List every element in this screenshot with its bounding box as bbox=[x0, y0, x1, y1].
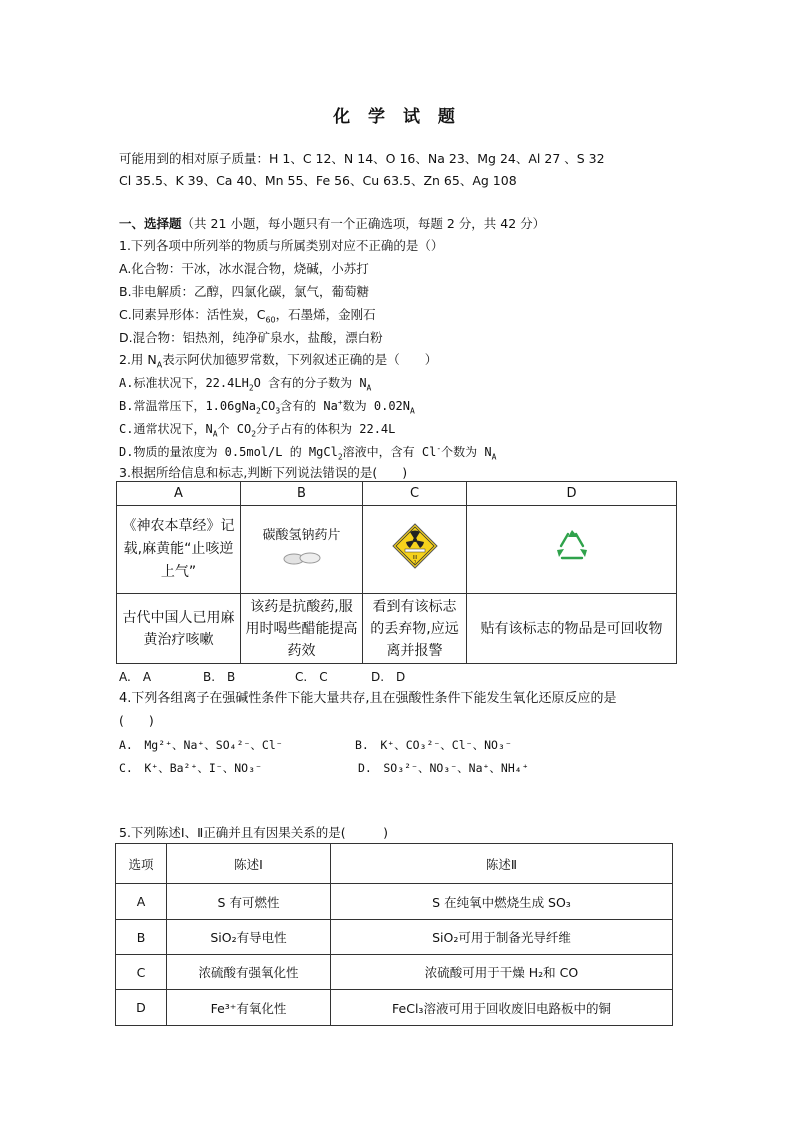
pills-icon bbox=[241, 550, 362, 573]
q1-option-a: A.化合物：干冰，冰水混合物，烧碱，小苏打 bbox=[119, 261, 369, 276]
q3-statement-d: 贴有该标志的物品是可回收物 bbox=[467, 594, 677, 664]
q2-c-post: 分子占有的体积为 22.4L bbox=[256, 422, 396, 436]
q1-option-d: D.混合物：铝热剂，纯净矿泉水，盐酸，漂白粉 bbox=[119, 330, 383, 345]
q3-statement-b: 该药是抗酸药,服用时喝些醋能提高药效 bbox=[241, 594, 363, 664]
q3-cell-a-text: 《神农本草经》记载,麻黄能“止咳逆上气” bbox=[117, 506, 241, 594]
q3-header-c: C bbox=[363, 482, 467, 506]
q5-row-a bbox=[116, 884, 673, 920]
q2-option-b bbox=[119, 398, 415, 414]
q3-cell-b-label: 碳酸氢钠药片 bbox=[262, 528, 341, 543]
q5-row-b-statement-1: SiO₂有导电性 bbox=[167, 920, 331, 955]
q3-header-d: D bbox=[467, 482, 677, 506]
q2-d-sub2: A bbox=[491, 452, 497, 462]
q2-stem-sub: A bbox=[156, 360, 163, 370]
q2-b-mid1: CO bbox=[260, 399, 276, 413]
q2-c-sub2: 2 bbox=[251, 429, 257, 439]
q3-option-a: A. A bbox=[119, 670, 152, 684]
q2-option-d bbox=[119, 444, 496, 460]
q2-c-pre: C.通常状况下，N bbox=[119, 422, 213, 436]
q3-option-c: C. C bbox=[295, 670, 328, 684]
q5-row-c-statement-2: 浓硫酸可用于干燥 H₂和 CO bbox=[331, 955, 673, 990]
q3-option-d: D. D bbox=[371, 670, 406, 684]
q2-a-sub1: 2 bbox=[248, 383, 254, 393]
q4-stem: 4.下列各组离子在强碱性条件下能大量共存,且在强酸性条件下能发生氧化还原反应的是 bbox=[119, 691, 617, 706]
q5-row-d-option: D bbox=[116, 990, 167, 1026]
q5-stem: 5.下列陈述Ⅰ、Ⅱ正确并且有因果关系的是( ) bbox=[119, 825, 389, 840]
page-title: 化 学 试 题 bbox=[333, 107, 461, 127]
svg-text:III: III bbox=[412, 555, 417, 561]
q5-header-option: 选项 bbox=[116, 844, 167, 884]
q5-row-c-statement-1: 浓硫酸有强氧化性 bbox=[167, 955, 331, 990]
q1-c-post: ，石墨烯，金刚石 bbox=[275, 307, 376, 322]
q2-a-mid: O 含有的分子数为 N bbox=[253, 376, 367, 390]
q3-statement-a: 古代中国人已用麻黄治疗咳嗽 bbox=[117, 594, 241, 664]
q3-option-b: B. B bbox=[203, 670, 236, 684]
q2-a-pre: A.标准状况下，22.4LH bbox=[119, 376, 249, 390]
q3-statement-row bbox=[117, 594, 677, 664]
section-title: 一、选择题 bbox=[119, 216, 182, 231]
q2-c-mid: 个 CO bbox=[217, 422, 252, 436]
q2-stem-pre: 2.用 N bbox=[119, 352, 157, 367]
q2-d-mid: 溶液中，含有 Cl bbox=[342, 445, 437, 459]
q3-header-a: A bbox=[117, 482, 241, 506]
q5-row-d bbox=[116, 990, 673, 1026]
q2-b-pre: B.常温常压下，1.06gNa bbox=[119, 399, 257, 413]
q1-c-sub: 60 bbox=[265, 315, 276, 325]
section-note: （共 21 小题，每小题只有一个正确选项，每题 2 分，共 42 分） bbox=[181, 216, 546, 231]
q1-option-b: B.非电解质：乙醇，四氯化碳，氯气，葡萄糖 bbox=[119, 284, 370, 299]
q2-d-pre: D.物质的量浓度为 0.5mol/L 的 MgCl bbox=[119, 445, 338, 459]
q5-row-c bbox=[116, 955, 673, 990]
q1-stem: 1.下列各项中所列举的物质与所属类别对应不正确的是（） bbox=[119, 238, 444, 253]
q2-c-sub1: A bbox=[212, 429, 218, 439]
masses-line-2: Cl 35.5、K 39、Ca 40、Mn 55、Fe 56、Cu 63.5、Zn 65、Ag 108 bbox=[119, 173, 517, 188]
q3-header-row bbox=[117, 482, 677, 506]
q4-option-a: A. Mg²⁺、Na⁺、SO₄²⁻、Cl⁻ bbox=[119, 738, 283, 752]
q2-b-sub2: 3 bbox=[275, 406, 281, 416]
svg-text:7: 7 bbox=[413, 560, 416, 565]
q5-row-a-statement-2: S 在纯氧中燃烧生成 SO₃ bbox=[331, 884, 673, 920]
q5-header-statement-1: 陈述Ⅰ bbox=[167, 844, 331, 884]
q5-header-statement-2: 陈述Ⅱ bbox=[331, 844, 673, 884]
q2-stem bbox=[119, 352, 437, 368]
q2-b-sup: + bbox=[337, 398, 343, 407]
masses-line-1: 可能用到的相对原子质量：H 1、C 12、N 14、O 16、Na 23、Mg 24、Al 27 、S 32 bbox=[119, 151, 605, 166]
radioactive-warning-icon bbox=[392, 555, 438, 573]
q2-b-sub3: A bbox=[410, 406, 415, 416]
q1-c-pre: C.同素异形体：活性炭，C bbox=[119, 307, 266, 322]
q5-table bbox=[115, 843, 673, 1026]
q3-image-row bbox=[117, 506, 677, 594]
q3-header-b: B bbox=[241, 482, 363, 506]
q5-row-b-option: B bbox=[116, 920, 167, 955]
q3-table bbox=[116, 481, 677, 664]
q5-row-a-option: A bbox=[116, 884, 167, 920]
q3-stem: 3.根据所给信息和标志,判断下列说法错误的是( ) bbox=[119, 465, 408, 480]
q5-row-d-statement-2: FeCl₃溶液可用于回收废旧电路板中的铜 bbox=[331, 990, 673, 1026]
q5-row-a-statement-1: S 有可燃性 bbox=[167, 884, 331, 920]
q2-b-mid2: 含有的 Na bbox=[280, 399, 338, 413]
q2-d-sup: - bbox=[436, 444, 442, 453]
q2-b-sub1: 2 bbox=[256, 406, 261, 416]
q5-header-row bbox=[116, 844, 673, 884]
q2-a-sub2: A bbox=[366, 383, 372, 393]
q4-paren: ( ) bbox=[119, 713, 154, 728]
q5-row-c-option: C bbox=[116, 955, 167, 990]
q2-stem-post: 表示阿伏加德罗常数，下列叙述正确的是（ ） bbox=[162, 352, 438, 367]
q2-b-mid3: 数为 0.02N bbox=[342, 399, 411, 413]
q2-option-c bbox=[119, 421, 395, 437]
q2-d-mid2: 个数为 N bbox=[441, 445, 492, 459]
q4-option-c: C. K⁺、Ba²⁺、I⁻、NO₃⁻ bbox=[119, 761, 262, 775]
q4-option-b: B. K⁺、CO₃²⁻、Cl⁻、NO₃⁻ bbox=[355, 738, 512, 752]
section-heading bbox=[119, 216, 545, 232]
q3-cell-d-image bbox=[467, 506, 677, 594]
q5-row-b-statement-2: SiO₂可用于制备光导纤维 bbox=[331, 920, 673, 955]
q5-row-d-statement-1: Fe³⁺有氧化性 bbox=[167, 990, 331, 1026]
q2-option-a bbox=[119, 375, 371, 391]
q2-d-sub1: 2 bbox=[337, 452, 343, 462]
q3-cell-b-image bbox=[241, 506, 363, 594]
q3-options bbox=[119, 669, 405, 685]
recycle-icon bbox=[553, 552, 591, 567]
q3-cell-c-image bbox=[363, 506, 467, 594]
q3-statement-c: 看到有该标志的丢弃物,应远离并报警 bbox=[363, 594, 467, 664]
q5-row-b bbox=[116, 920, 673, 955]
q1-option-c bbox=[119, 307, 376, 323]
q4-option-d: D. SO₃²⁻、NO₃⁻、Na⁺、NH₄⁺ bbox=[358, 761, 529, 775]
